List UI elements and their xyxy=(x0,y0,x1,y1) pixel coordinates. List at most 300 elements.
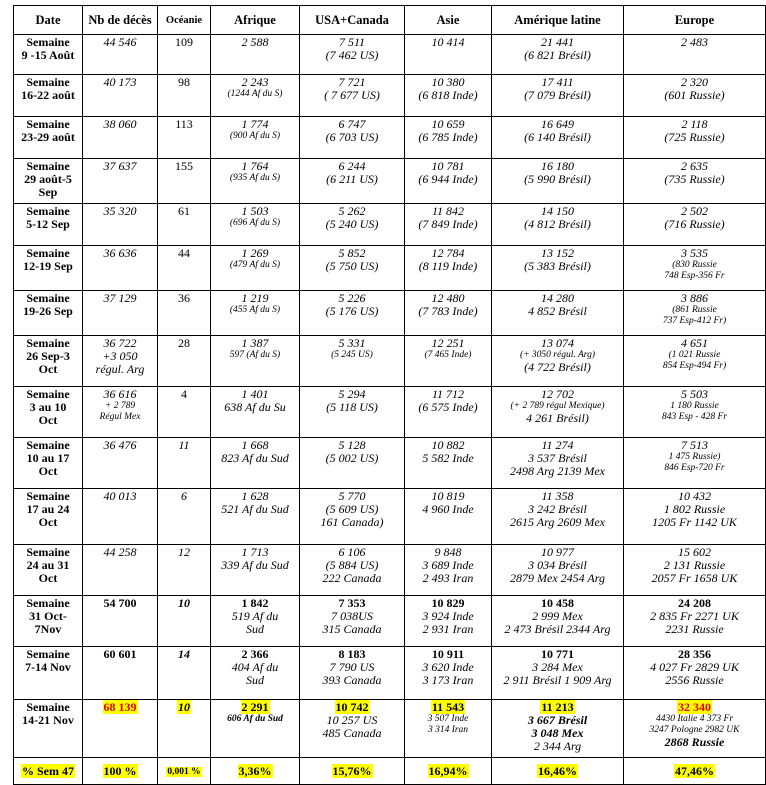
cell-line: (5 118 US) xyxy=(326,400,378,414)
cell-line: 2 493 Iran xyxy=(422,571,474,585)
cell-line: 1 401 xyxy=(241,387,269,401)
latin-america-cell xyxy=(492,336,624,387)
cell-line: (6 575 Inde) xyxy=(418,400,478,414)
cell-line: 4 651 xyxy=(681,336,708,350)
cell-line: (5 884 US) xyxy=(325,558,379,572)
usa-canada-cell xyxy=(300,438,405,489)
cell-line: 13 074 xyxy=(541,336,574,350)
cell-line: 60 601 xyxy=(103,647,137,661)
cell-line: 2879 Mex 2454 Arg xyxy=(510,571,605,585)
header-deaths: Nb de décès xyxy=(83,6,158,35)
latin-america-cell xyxy=(492,387,624,438)
cell-line: (6 821 Brésil) xyxy=(524,48,591,62)
cell-line: 10 432 xyxy=(678,489,711,503)
week-label: Oct xyxy=(38,515,58,529)
cell-line: 3 173 Iran xyxy=(422,673,474,687)
cell-line: Sud xyxy=(246,622,264,636)
header-africa: Afrique xyxy=(211,6,300,35)
header-europe: Europe xyxy=(624,6,766,35)
week-label: Semaine xyxy=(26,291,70,305)
cell-line: 11 274 xyxy=(541,438,574,452)
week-label: Semaine xyxy=(26,489,70,503)
cell-line: (1244 Af du S) xyxy=(227,89,283,99)
cell-line: 606 Af du Sud xyxy=(227,714,283,724)
cell-line: (7 849 Inde) xyxy=(418,217,478,231)
asia-cell xyxy=(405,647,492,700)
usa-canada-cell xyxy=(300,596,405,647)
cell-line: 109 xyxy=(175,35,193,49)
week-label: 7Nov xyxy=(34,622,62,636)
cell-line: 3 924 Inde xyxy=(422,609,474,623)
cell-line: (6 211 US) xyxy=(326,172,378,186)
cell-line: 37 637 xyxy=(103,159,137,173)
cell-line: 10 977 xyxy=(541,545,574,559)
cell-line: 12 251 xyxy=(431,336,465,350)
header-date: Date xyxy=(14,6,83,35)
oceania-cell xyxy=(158,246,211,291)
cell-line: 5 128 xyxy=(338,438,366,452)
africa-cell xyxy=(211,700,300,758)
africa-cell xyxy=(211,545,300,596)
cell-line: 3 034 Brésil xyxy=(528,558,587,572)
cell-line: (4 812 Brésil) xyxy=(524,217,591,231)
cell-line: 15 602 xyxy=(678,545,711,559)
cell-line: 38 060 xyxy=(103,117,137,131)
usa-canada-cell xyxy=(300,336,405,387)
cell-line: 14 280 xyxy=(541,291,574,305)
cell-line: (935 Af du S) xyxy=(229,173,281,183)
usa-canada-cell xyxy=(300,75,405,117)
asia-cell xyxy=(405,596,492,647)
cell-line: 5 852 xyxy=(338,246,366,260)
cell-line: 2615 Arg 2609 Mex xyxy=(510,515,605,529)
latin-america-cell xyxy=(492,647,624,700)
cell-line: 17 411 xyxy=(541,75,574,89)
cell-line: (479 Af du S) xyxy=(229,260,281,270)
cell-line: 1205 Fr 1142 UK xyxy=(652,515,737,529)
europe-cell xyxy=(624,75,766,117)
cell-line: 7 513 xyxy=(681,438,708,452)
oceania-cell xyxy=(158,35,211,75)
africa-cell xyxy=(211,35,300,75)
deaths-cell xyxy=(83,336,158,387)
europe-cell xyxy=(624,489,766,545)
week-cell xyxy=(14,159,83,204)
cell-line: 1 219 xyxy=(241,291,269,305)
cell-line: 1 764 xyxy=(241,159,269,173)
cell-line: 44 546 xyxy=(103,35,137,49)
cell-line: 2057 Fr 1658 UK xyxy=(651,571,738,585)
week-label: 19-26 Sep xyxy=(23,304,73,318)
latin-america-cell xyxy=(492,700,624,758)
week-label: Oct xyxy=(38,413,58,427)
europe-cell xyxy=(624,35,766,75)
europe-cell xyxy=(624,596,766,647)
cell-line: 7 511 xyxy=(338,35,366,49)
cell-line: 1 668 xyxy=(241,438,269,452)
europe-cell xyxy=(624,700,766,758)
cell-line: 2 131 Russie xyxy=(663,558,726,572)
cell-line: 13 152 xyxy=(541,246,574,260)
europe-cell xyxy=(624,647,766,700)
cell-line: 5 503 xyxy=(681,387,708,401)
europe-cell xyxy=(624,117,766,159)
africa-cell xyxy=(211,489,300,545)
cell-line: 1 387 xyxy=(241,336,269,350)
cell-line: (5 609 US) xyxy=(325,502,379,516)
cell-line: 21 441 xyxy=(541,35,574,49)
cell-line: 748 Esp-356 Fr xyxy=(664,271,725,281)
week-cell xyxy=(14,596,83,647)
week-label: 3 au 10 xyxy=(29,400,67,414)
asia-cell xyxy=(405,438,492,489)
cell-line: 339 Af du Sud xyxy=(221,558,289,572)
latin-america-cell xyxy=(492,246,624,291)
cell-line: 14 150 xyxy=(541,204,574,218)
week-label: Semaine xyxy=(26,647,70,661)
cell-line: 5 294 xyxy=(338,387,366,401)
week-label: Semaine xyxy=(26,246,70,260)
cell-line: 1 628 xyxy=(241,489,269,503)
week-label: 26 Sep-3 xyxy=(26,349,70,363)
latin-america-cell xyxy=(492,204,624,246)
cell-line: 5 331 xyxy=(338,336,366,350)
week-label: Sep xyxy=(38,185,58,199)
africa-cell xyxy=(211,596,300,647)
pct-usa-canada: 15,76% xyxy=(300,758,405,785)
week-label: 16-22 août xyxy=(21,88,75,102)
cell-line: 5 770 xyxy=(338,489,366,503)
africa-cell xyxy=(211,647,300,700)
table-row xyxy=(14,117,766,159)
cell-line: 3 314 Iran xyxy=(427,725,469,735)
week-cell xyxy=(14,387,83,438)
cell-line: 36 xyxy=(178,291,190,305)
usa-canada-cell xyxy=(300,117,405,159)
cell-line: 12 xyxy=(178,545,190,559)
week-cell xyxy=(14,291,83,336)
africa-cell xyxy=(211,291,300,336)
africa-cell xyxy=(211,387,300,438)
deaths-cell xyxy=(83,204,158,246)
cell-line: (830 Russie xyxy=(672,260,717,270)
cell-line: (735 Russie) xyxy=(664,172,725,186)
cell-line: 7 790 US xyxy=(329,660,375,674)
cell-line: 2 588 xyxy=(241,35,269,49)
cell-line: 5 226 xyxy=(338,291,366,305)
cell-line: 155 xyxy=(175,159,193,173)
cell-line: 315 Canada xyxy=(322,622,382,636)
cell-line: 10 659 xyxy=(431,117,465,131)
cell-line: (5 990 Brésil) xyxy=(524,172,591,186)
africa-cell xyxy=(211,204,300,246)
usa-canada-cell xyxy=(300,204,405,246)
latin-america-cell xyxy=(492,489,624,545)
table-row xyxy=(14,596,766,647)
europe-cell xyxy=(624,545,766,596)
cell-line: (725 Russie) xyxy=(664,130,725,144)
table-row xyxy=(14,647,766,700)
week-cell xyxy=(14,204,83,246)
cell-line: 10 781 xyxy=(431,159,465,173)
oceania-cell xyxy=(158,291,211,336)
cell-line: 16 649 xyxy=(541,117,574,131)
cell-line: 3247 Pologne 2982 UK xyxy=(649,725,740,735)
cell-line: 11 842 xyxy=(431,204,465,218)
cell-line: 14 xyxy=(178,647,190,661)
cell-line: 2498 Arg 2139 Mex xyxy=(510,464,605,478)
header-asia: Asie xyxy=(405,6,492,35)
percentage-row xyxy=(14,758,766,785)
cell-line: 40 173 xyxy=(103,75,137,89)
cell-line: 24 208 xyxy=(678,596,711,610)
cell-line: 9 848 xyxy=(434,545,462,559)
cell-line: 12 702 xyxy=(541,387,574,401)
cell-line: 16 180 xyxy=(541,159,574,173)
cell-line xyxy=(626,701,763,714)
cell-line: 2 502 xyxy=(681,204,708,218)
cell-line: 3 507 Inde xyxy=(427,714,469,724)
cell-line: 37 129 xyxy=(103,291,137,305)
africa-cell xyxy=(211,438,300,489)
deaths-table xyxy=(13,5,766,785)
europe-cell xyxy=(624,387,766,438)
cell-line: 10 882 xyxy=(431,438,465,452)
week-label: 31 Oct- xyxy=(29,609,67,623)
week-label: Semaine xyxy=(26,159,70,173)
oceania-cell xyxy=(158,117,211,159)
asia-cell xyxy=(405,159,492,204)
pct-asia: 16,94% xyxy=(405,758,492,785)
cell-line: 393 Canada xyxy=(322,673,382,687)
cell-line: 10 829 xyxy=(431,596,465,610)
oceania-cell xyxy=(158,159,211,204)
week-label: Semaine xyxy=(26,117,70,131)
cell-line: + 2 789 xyxy=(104,401,136,411)
cell-line: 10 771 xyxy=(541,647,574,661)
cell-line: (5 750 US) xyxy=(325,259,379,273)
cell-line: (7 462 US) xyxy=(325,48,379,62)
cell-line: (8 119 Inde) xyxy=(418,259,478,273)
table-row xyxy=(14,336,766,387)
cell-line: (5 002 US) xyxy=(325,451,379,465)
cell-line: (+ 2 789 régul Mexique) xyxy=(510,401,605,411)
cell-line: 737 Esp-412 Fr) xyxy=(662,316,727,326)
week-cell xyxy=(14,336,83,387)
week-label: 24 au 31 xyxy=(26,558,70,572)
oceania-cell xyxy=(158,438,211,489)
highlighted-value: 10 742 xyxy=(335,700,369,714)
deaths-cell xyxy=(83,291,158,336)
cell-line: (900 Af du S) xyxy=(229,131,281,141)
week-label: Oct xyxy=(38,571,58,585)
deaths-cell xyxy=(83,545,158,596)
cell-line: (455 Af du S) xyxy=(229,305,281,315)
oceania-cell xyxy=(158,545,211,596)
week-cell xyxy=(14,246,83,291)
cell-line: 3 537 Brésil xyxy=(528,451,587,465)
cell-line: 10 911 xyxy=(431,647,465,661)
usa-canada-cell xyxy=(300,387,405,438)
cell-line: Régul Mex xyxy=(99,412,141,422)
table-row xyxy=(14,159,766,204)
cell-line: 521 Af du Sud xyxy=(221,502,289,516)
cell-line: 3 284 Mex xyxy=(532,660,583,674)
cell-line: 4 852 Brésil xyxy=(528,304,587,318)
usa-canada-cell xyxy=(300,35,405,75)
asia-cell xyxy=(405,291,492,336)
cell-line: (6 785 Inde) xyxy=(418,130,478,144)
cell-line: 2231 Russie xyxy=(665,622,724,636)
cell-line: 8 183 xyxy=(338,647,366,661)
header-latin-america: Amérique latine xyxy=(492,6,624,35)
cell-line: 3 242 Brésil xyxy=(528,502,587,516)
header-usa-canada: USA+Canada xyxy=(300,6,405,35)
cell-line: 1 180 Russie xyxy=(670,401,719,411)
pct-oceania: 0,001 % xyxy=(158,758,211,785)
cell-line: 28 xyxy=(178,336,190,350)
cell-line: 2556 Russie xyxy=(665,673,724,687)
cell-line: 2 635 xyxy=(681,159,708,173)
cell-line: (716 Russie) xyxy=(664,217,725,231)
asia-cell xyxy=(405,336,492,387)
cell-line: 2 243 xyxy=(241,75,269,89)
europe-cell xyxy=(624,204,766,246)
week-label: Semaine xyxy=(26,204,70,218)
cell-line: 61 xyxy=(178,204,190,218)
asia-cell xyxy=(405,489,492,545)
oceania-cell xyxy=(158,700,211,758)
highlighted-value: 11 543 xyxy=(431,700,465,714)
cell-line: (5 245 US) xyxy=(331,350,373,360)
cell-line: (1 021 Russie xyxy=(668,350,721,360)
cell-line: 404 Af du xyxy=(231,660,279,674)
week-cell xyxy=(14,75,83,117)
cell-line: 7 353 xyxy=(338,596,366,610)
latin-america-cell xyxy=(492,291,624,336)
pct-deaths: 100 % xyxy=(83,758,158,785)
asia-cell xyxy=(405,117,492,159)
week-cell xyxy=(14,545,83,596)
cell-line xyxy=(160,701,208,714)
cell-line: 36 616 xyxy=(103,387,137,401)
cell-line: 11 712 xyxy=(431,387,465,401)
cell-line: 2 473 Brésil 2344 Arg xyxy=(504,622,611,636)
cell-line: (6 944 Inde) xyxy=(418,172,478,186)
table-row xyxy=(14,291,766,336)
week-label: Semaine xyxy=(26,387,70,401)
oceania-cell xyxy=(158,75,211,117)
cell-line: 10 458 xyxy=(541,596,574,610)
cell-line: 638 Af du Su xyxy=(224,400,286,414)
usa-canada-cell xyxy=(300,700,405,758)
cell-line: 1 713 xyxy=(241,545,269,559)
cell-line: 28 356 xyxy=(678,647,711,661)
week-cell xyxy=(14,35,83,75)
cell-line: 3 620 Inde xyxy=(422,660,474,674)
africa-cell xyxy=(211,336,300,387)
cell-line: 7 721 xyxy=(338,75,366,89)
header-row xyxy=(14,6,766,35)
cell-line: (696 Af du S) xyxy=(229,218,281,228)
usa-canada-cell xyxy=(300,489,405,545)
europe-cell xyxy=(624,159,766,204)
cell-line: 7 038US xyxy=(331,609,373,623)
asia-cell xyxy=(405,35,492,75)
usa-canada-cell xyxy=(300,647,405,700)
latin-america-cell xyxy=(492,596,624,647)
week-label: 12-19 Sep xyxy=(23,259,73,273)
cell-line: 1 842 xyxy=(241,596,269,610)
cell-line: 1 774 xyxy=(241,117,269,131)
cell-line: (7 465 Inde) xyxy=(424,350,472,360)
week-label: 10 au 17 xyxy=(26,451,70,465)
cell-line: (5 176 US) xyxy=(325,304,379,318)
week-cell xyxy=(14,700,83,758)
week-label: Semaine xyxy=(26,336,70,350)
cell-line xyxy=(407,701,489,714)
usa-canada-cell xyxy=(300,246,405,291)
cell-line: 113 xyxy=(175,117,193,131)
table-row xyxy=(14,545,766,596)
cell-line: 2868 Russie xyxy=(664,735,725,749)
week-label: 7-14 Nov xyxy=(25,660,71,674)
cell-line: (861 Russie xyxy=(672,305,717,315)
europe-cell xyxy=(624,291,766,336)
asia-cell xyxy=(405,700,492,758)
week-cell xyxy=(14,438,83,489)
europe-cell xyxy=(624,336,766,387)
deaths-cell xyxy=(83,75,158,117)
deaths-cell xyxy=(83,246,158,291)
cell-line: 54 700 xyxy=(103,596,137,610)
cell-line: 823 Af du Sud xyxy=(221,451,289,465)
cell-line: 2 835 Fr 2271 UK xyxy=(650,609,739,623)
week-cell xyxy=(14,489,83,545)
highlighted-value: 68 139 xyxy=(103,700,137,714)
table-row xyxy=(14,204,766,246)
europe-cell xyxy=(624,246,766,291)
cell-line: 6 106 xyxy=(338,545,366,559)
pct-latin-america: 16,46% xyxy=(492,758,624,785)
cell-line: 3 886 xyxy=(681,291,708,305)
usa-canada-cell xyxy=(300,545,405,596)
week-label: Semaine xyxy=(26,545,70,559)
pct-label: % Sem 47 xyxy=(14,758,83,785)
cell-line: régul. Arg xyxy=(95,362,145,376)
table-row xyxy=(14,75,766,117)
africa-cell xyxy=(211,75,300,117)
highlighted-value: 32 340 xyxy=(678,700,711,714)
cell-line: 36 722 xyxy=(103,336,137,350)
cell-line: 1 503 xyxy=(241,204,269,218)
cell-line: (601 Russie) xyxy=(664,88,725,102)
cell-line: +3 050 xyxy=(102,349,138,363)
latin-america-cell xyxy=(492,438,624,489)
week-label: Oct xyxy=(38,362,58,376)
cell-line xyxy=(213,701,297,714)
asia-cell xyxy=(405,75,492,117)
week-label: 14-21 Nov xyxy=(22,713,74,727)
cell-line: 98 xyxy=(178,75,190,89)
cell-line: 11 xyxy=(178,438,190,452)
deaths-cell xyxy=(83,647,158,700)
cell-line: 2 320 xyxy=(681,75,708,89)
deaths-cell xyxy=(83,387,158,438)
cell-line: 2 911 Brésil 1 909 Arg xyxy=(503,673,612,687)
cell-line: 1 802 Russie xyxy=(663,502,726,516)
latin-america-cell xyxy=(492,35,624,75)
